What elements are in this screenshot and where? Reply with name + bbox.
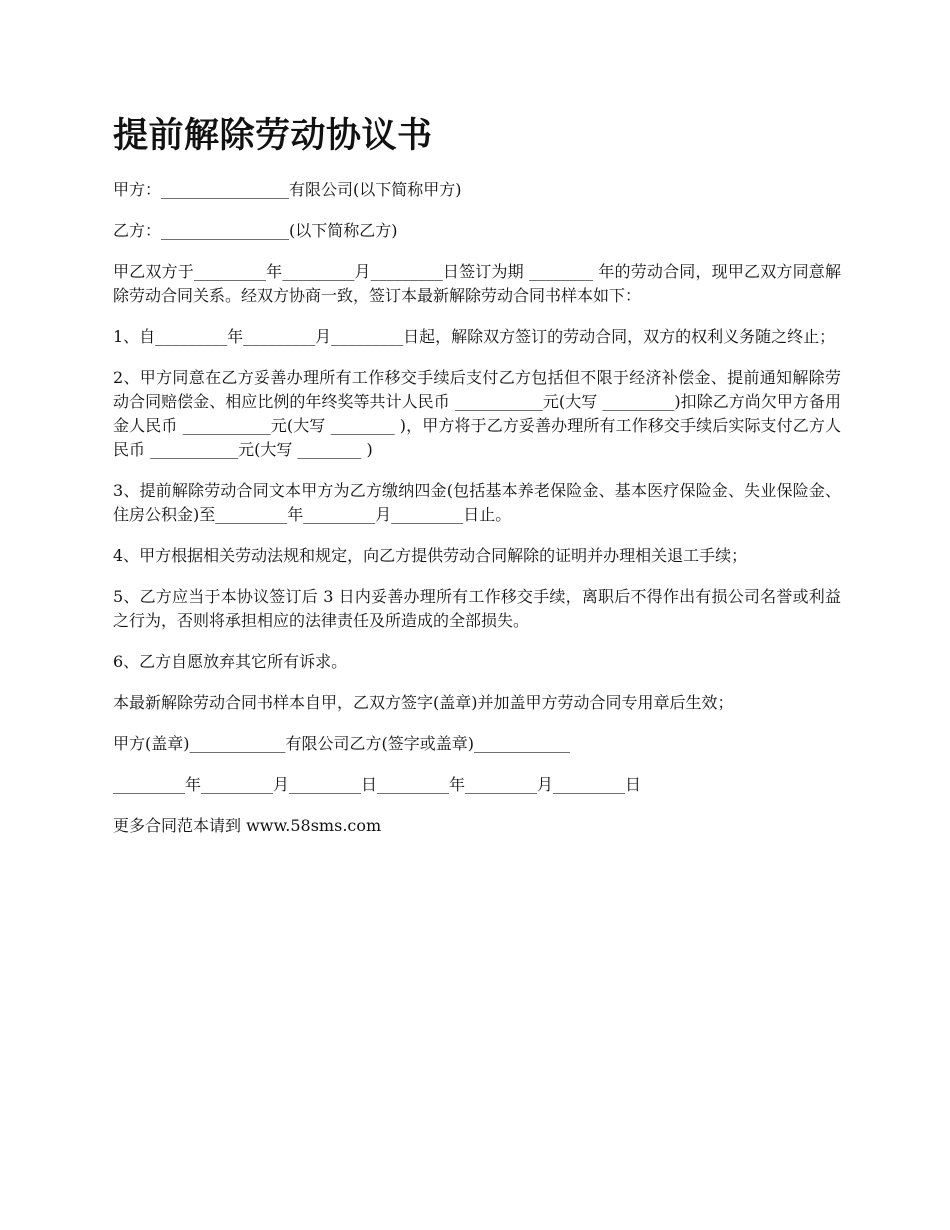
document-title: 提前解除劳动协议书 [113, 115, 433, 156]
intro-paragraph: 甲乙双方于_________年_________月_________日签订为期 ________ 年的劳动合同，现甲乙双方同意解除劳动合同关系。经双方协商一致，签订本最新解除劳动合同书样本如下： [113, 262, 841, 305]
effective-clause: 本最新解除劳动合同书样本自甲，乙双方签字(盖章)并加盖甲方劳动合同专用章后生效； [113, 693, 734, 712]
clause-6: 6、乙方自愿放弃其它所有诉求。 [113, 652, 348, 671]
clause-5: 5、乙方应当于本协议签订后 3 日内妥善办理所有工作移交手续，离职后不得作出有损公司名誉或利益之行为，否则将承担相应的法律责任及所造成的全部损失。 [113, 587, 841, 630]
footer-note: 更多合同范本请到 www.58sms.com [113, 816, 382, 835]
clause-4: 4、甲方根据相关劳动法规和规定，向乙方提供劳动合同解除的证明并办理相关退工手续； [113, 546, 748, 565]
party-a-line: 甲方：________________有限公司(以下简称甲方) [113, 180, 462, 199]
party-b-line: 乙方：________________(以下简称乙方) [113, 221, 398, 240]
document-page [113, 110, 841, 855]
date-line: _________年_________月_________日_________年_________月_________日 [113, 775, 642, 794]
clause-1: 1、自_________年_________月_________日起，解除双方签订的劳动合同，双方的权利义务随之终止； [113, 327, 836, 346]
signature-line: 甲方(盖章)____________有限公司乙方(签字或盖章)____________ [113, 734, 570, 753]
clause-2: 2、甲方同意在乙方妥善办理所有工作移交手续后支付乙方包括但不限于经济补偿金、提前通知解除劳动合同赔偿金、相应比例的年终奖等共计人民币 ___________元(大写 _________)扣除乙方尚欠甲方备用金人民币 ___________元(大写 ________ )，甲方将于乙方妥善办理所有工作移交手续后实际支付乙方人民币 ___________元(大写 ________ ) [113, 368, 841, 459]
clause-3: 3、提前解除劳动合同文本甲方为乙方缴纳四金(包括基本养老保险金、基本医疗保险金、失业保险金、住房公积金)至_________年_________月_________日止。 [113, 481, 841, 524]
